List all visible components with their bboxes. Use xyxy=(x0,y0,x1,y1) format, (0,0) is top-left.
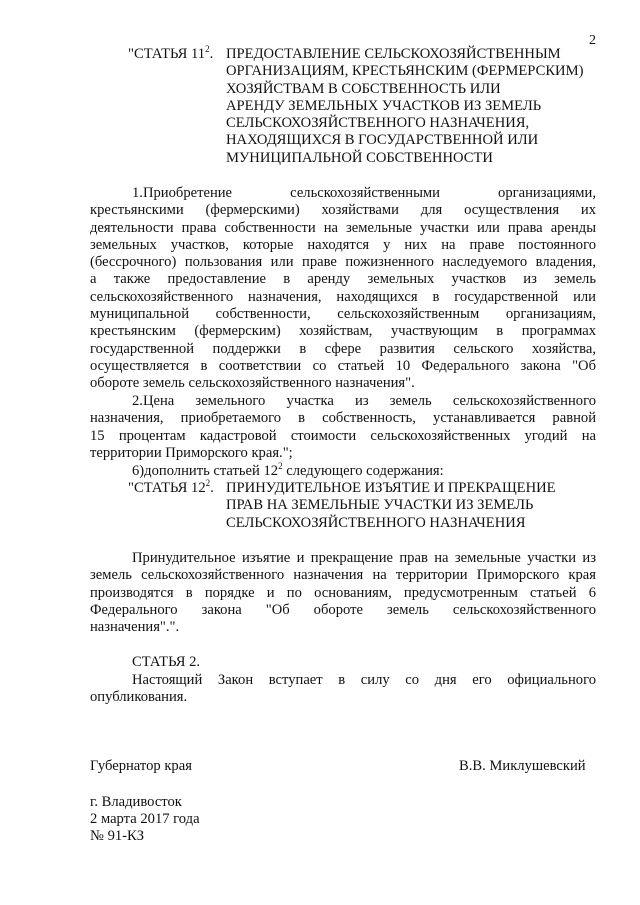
article-11-title-line: ОРГАНИЗАЦИЯМ, КРЕСТЬЯНСКИМ (ФЕРМЕРСКИМ) xyxy=(226,63,584,80)
amendment-6: 6)дополнить статьей $12^2$ следующего содержания: xyxy=(132,461,444,479)
paragraph-line: 15 процентам кадастровой стоимости сельскохозяйственных угодий на xyxy=(90,427,596,444)
paragraph-line: муниципальной собственности, сельскохозяйственным организациям, xyxy=(90,306,596,323)
article-11-title-line: АРЕНДУ ЗЕМЕЛЬНЫХ УЧАСТКОВ ИЗ ЗЕМЕЛЬ xyxy=(226,97,542,114)
paragraph-line: крестьянскими (фермерскими) хозяйствами для осуществления их xyxy=(90,202,596,219)
paragraph-line: опубликования. xyxy=(90,689,188,706)
article-11-title-line: СЕЛЬСКОХОЗЯЙСТВЕННОГО НАЗНАЧЕНИЯ, xyxy=(226,115,530,132)
paragraph-line: сельскохозяйственного назначения, находящихся в государственной или xyxy=(90,288,596,305)
article-12-paragraph xyxy=(90,550,596,636)
footer-date: 2 марта 2017 года xyxy=(90,811,200,827)
article-11-title-line: НАХОДЯЩИХСЯ В ГОСУДАРСТВЕННОЙ ИЛИ xyxy=(226,132,539,149)
paragraph-line: земель сельскохозяйственного назначения на территории Приморского края xyxy=(90,567,596,584)
article-11-title xyxy=(226,46,583,167)
article-11-title-line: ПРЕДОСТАВЛЕНИЕ СЕЛЬСКОХОЗЯЙСТВЕННЫМ xyxy=(226,46,561,62)
paragraph-line: Принудительное изъятие и прекращение прав на земельные участки из xyxy=(132,550,596,566)
paragraph-line: территории Приморского края."; xyxy=(90,444,293,461)
paragraph-line: 2.Цена земельного участка из земель сельскохозяйственного xyxy=(132,393,596,409)
article-11-paragraph-1 xyxy=(90,185,596,393)
paragraph-line: производятся в порядке и по основаниям, предусмотренным статьей 6 xyxy=(90,584,596,601)
article-2-label: СТАТЬЯ 2. xyxy=(132,654,201,670)
paragraph-line: деятельности права собственности на земельные участки или права аренды xyxy=(90,219,596,236)
article-12-label-superscript: 2 xyxy=(205,478,211,488)
article-12-title-line: ПРАВ НА ЗЕМЕЛЬНЫЕ УЧАСТКИ ИЗ ЗЕМЕЛЬ xyxy=(226,497,534,514)
paragraph-line: назначения, приобретаемого в собственность, устанавливается равной xyxy=(90,410,596,427)
article-12-title xyxy=(226,480,556,532)
article-2-paragraph xyxy=(90,672,596,707)
page-number: 2 xyxy=(589,33,596,48)
signature-position: Губернатор края xyxy=(90,758,192,774)
signature-name: В.В. Миклушевский xyxy=(459,758,586,774)
footer-law-number: № 91-КЗ xyxy=(90,828,145,844)
paragraph-line: 1.Приобретение сельскохозяйственными организациями, xyxy=(132,185,596,201)
article-12-title-line: ПРИНУДИТЕЛЬНОЕ ИЗЪЯТИЕ И ПРЕКРАЩЕНИЕ xyxy=(226,480,556,496)
article-11-title-line: ХОЗЯЙСТВАМ В СОБСТВЕННОСТЬ ИЛИ xyxy=(226,80,501,97)
paragraph-line: государственной поддержки в сфере развития сельского хозяйства, xyxy=(90,340,596,357)
article-11-title-line: МУНИЦИПАЛЬНОЙ СОБСТВЕННОСТИ xyxy=(226,149,493,166)
article-11-paragraph-2 xyxy=(90,393,596,462)
amendment-6-superscript: 2 xyxy=(278,461,283,471)
paragraph-line: (бессрочного) пользования или праве пожизненного наследуемого владения, xyxy=(90,254,596,271)
article-11-label-superscript: 2 xyxy=(205,44,210,54)
paragraph-line: осуществляется в соответствии со статьей 10 Федерального закона "Об xyxy=(90,357,596,374)
article-11-label: "СТАТЬЯ $11^2$. xyxy=(128,44,214,62)
paragraph-line: обороте земель сельскохозяйственного назначения". xyxy=(90,375,415,392)
paragraph-line: земельных участков, которые находятся у них на праве постоянного xyxy=(90,236,596,253)
paragraph-line: назначения".". xyxy=(90,619,180,636)
article-12-title-line: СЕЛЬСКОХОЗЯЙСТВЕННОГО НАЗНАЧЕНИЯ xyxy=(226,514,526,531)
paragraph-line: Настоящий Закон вступает в силу со дня его официального xyxy=(132,672,596,688)
paragraph-line: крестьянским (фермерским) хозяйствам, участвующим в программах xyxy=(90,323,596,340)
paragraph-line: а также предоставление в аренду земельных участков из земель xyxy=(90,271,596,288)
article-12-label: "СТАТЬЯ $12^2$. xyxy=(128,478,214,496)
paragraph-line: Федерального закона "Об обороте земель сельскохозяйственного xyxy=(90,601,596,618)
footer-city: г. Владивосток xyxy=(90,794,182,810)
